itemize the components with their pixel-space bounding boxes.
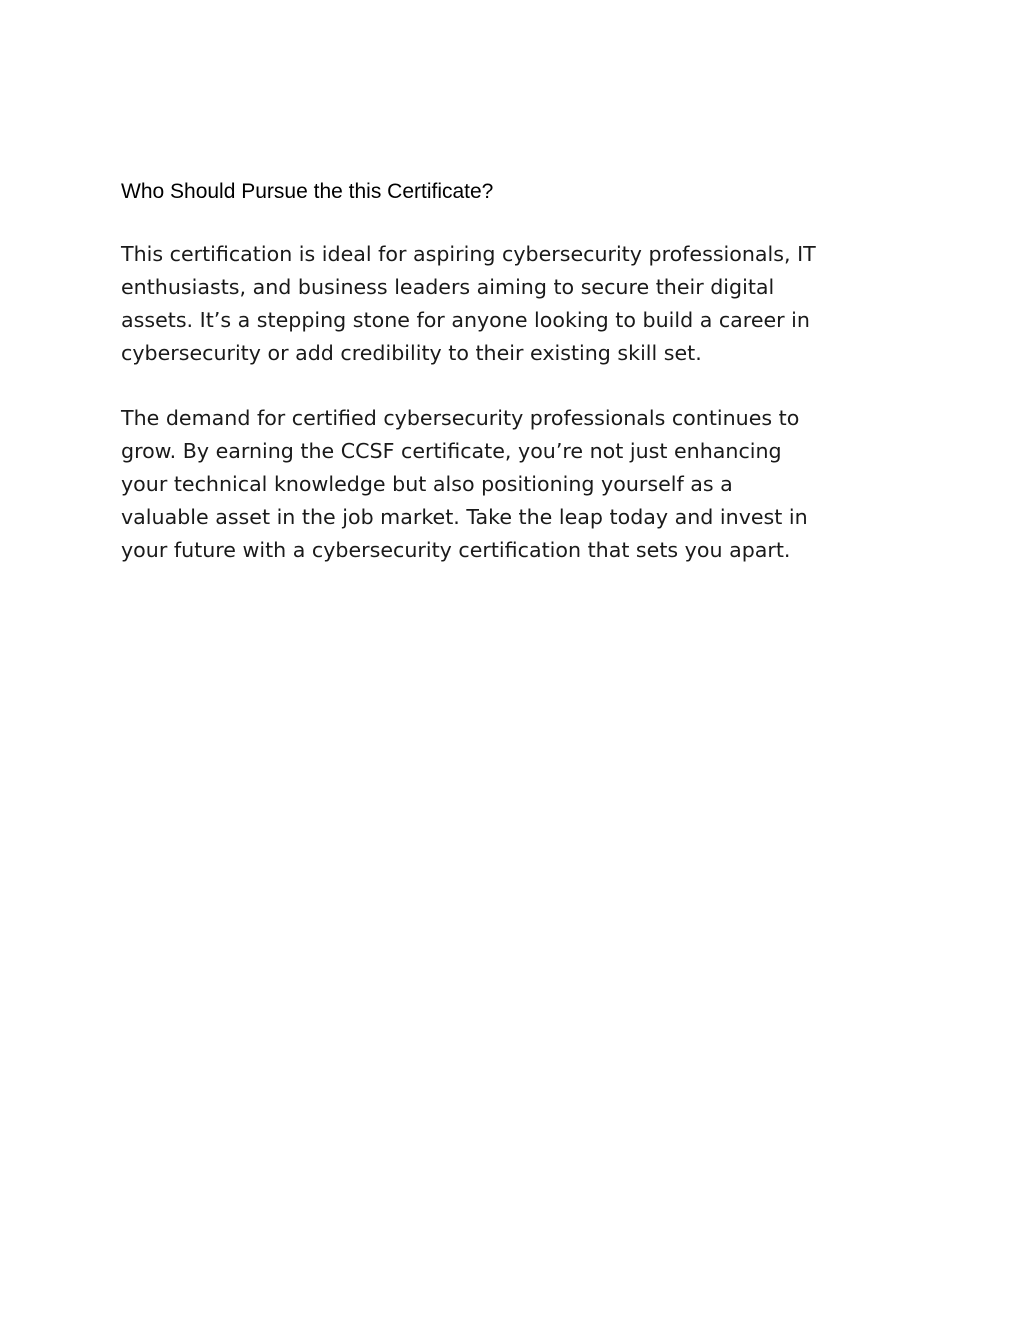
paragraph-line: enthusiasts, and business leaders aiming to secure their digital <box>121 275 775 299</box>
section-heading: Who Should Pursue the this Certificate? <box>121 180 494 203</box>
paragraph-who-should-pursue <box>121 238 901 370</box>
paragraph-line: your future with a cybersecurity certification that sets you apart. <box>121 538 791 562</box>
paragraph-line: This certification is ideal for aspiring cybersecurity professionals, IT <box>121 242 816 266</box>
paragraph-line: grow. By earning the CCSF certificate, you’re not just enhancing <box>121 439 782 463</box>
paragraph-line: valuable asset in the job market. Take the leap today and invest in <box>121 505 808 529</box>
paragraph-line: The demand for certified cybersecurity professionals continues to <box>121 406 800 430</box>
paragraph-demand <box>121 402 901 567</box>
paragraph-line: assets. It’s a stepping stone for anyone looking to build a career in <box>121 308 810 332</box>
paragraph-line: your technical knowledge but also positioning yourself as a <box>121 472 733 496</box>
paragraph-line: cybersecurity or add credibility to their existing skill set. <box>121 341 702 365</box>
